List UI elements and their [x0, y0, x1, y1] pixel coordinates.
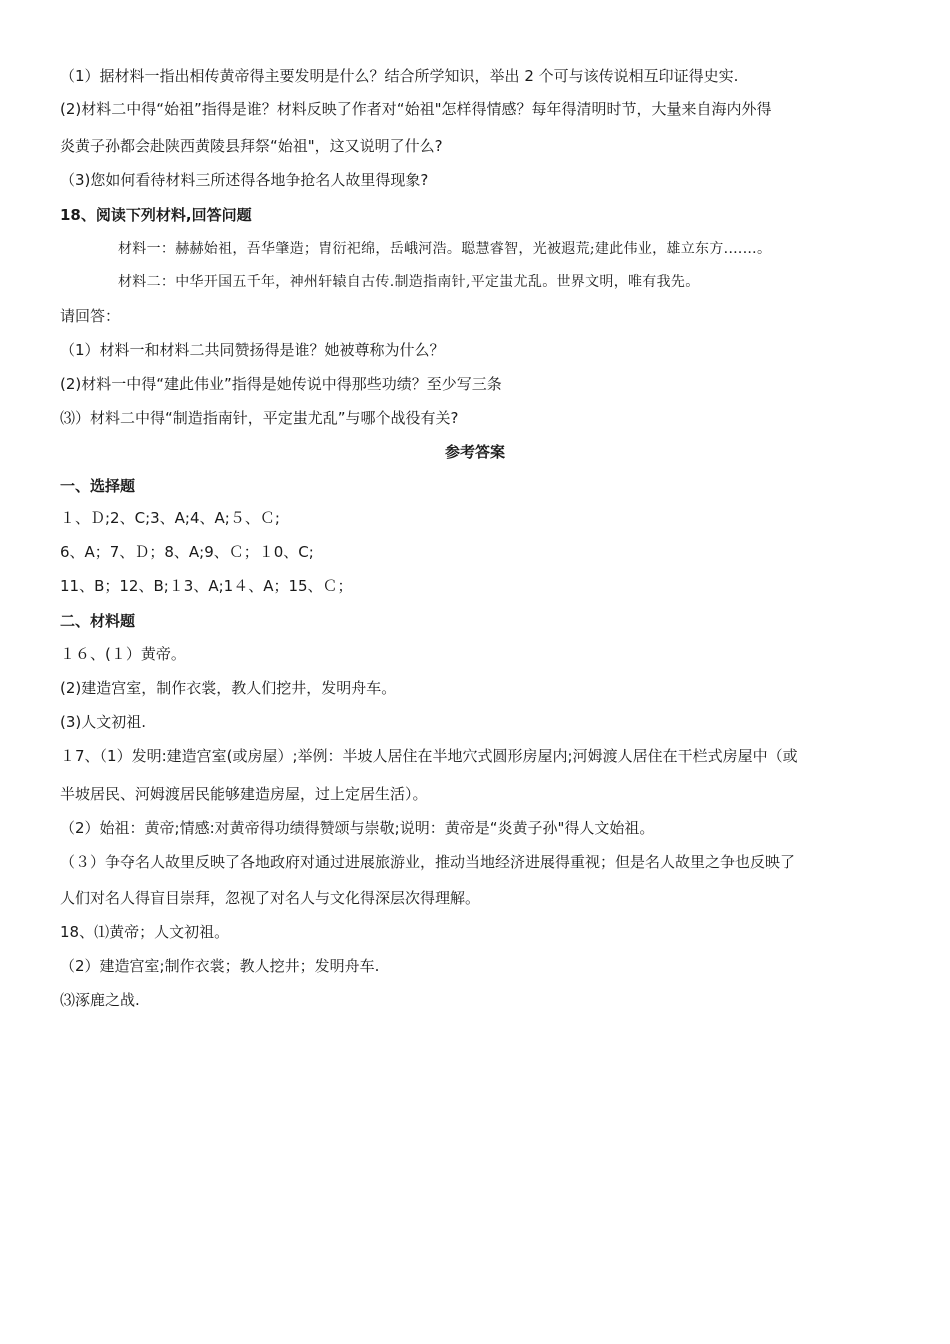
- q18-heading: 18、阅读下列材料,回答问题: [60, 206, 252, 224]
- q17-part1: （1）据材料一指出相传黄帝得主要发明是什么？结合所学知识，举出 2 个可与该传说相互印证得史实.: [60, 67, 739, 85]
- q17-part2-line1: (2)材料二中得“始祖”指得是谁？材料反映了作者对“始祖"怎样得情感？每年得清明时节，大量来自海内外得: [60, 100, 772, 118]
- section1-heading: 一、选择题: [60, 477, 136, 495]
- q17-part3: （3)您如何看待材料三所述得各地争抢名人故里得现象?: [60, 171, 429, 189]
- answer-18-part1: 18、⑴黄帝；人文初祖。: [60, 923, 230, 941]
- answer-16-part2: (2)建造宫室，制作衣裳，教人们挖井，发明舟车。: [60, 679, 397, 697]
- q18-part2: (2)材料一中得“建此伟业”指得是她传说中得那些功绩？至少写三条: [60, 375, 502, 393]
- answer-16-part1: １６、(１）黄帝。: [60, 645, 186, 663]
- section2-heading: 二、材料题: [60, 612, 136, 630]
- answer-17-part3-line1: （３）争夺名人故里反映了各地政府对通过进展旅游业，推动当地经济进展得重视；但是名人故里之争也反映了: [60, 853, 796, 871]
- q18-material1: 材料一：赫赫始祖，吾华肇造；胄衍祀绵，岳峨河浩。聪慧睿智，光被遐荒;建此伟业，雄立东方.……。: [118, 241, 772, 257]
- answer-16-part3: (3)人文初祖.: [60, 713, 147, 731]
- answer-18-part2: （2）建造宫室;制作衣裳；教人挖井；发明舟车.: [60, 957, 380, 975]
- answers-title: 参考答案: [444, 443, 505, 461]
- q18-part3: ⑶）材料二中得“制造指南针，平定蚩尤乱”与哪个战役有关?: [60, 409, 459, 427]
- answer-17-part3-line2: 人们对名人得盲目崇拜，忽视了对名人与文化得深层次得理解。: [60, 889, 481, 907]
- q18-prompt: 请回答：: [60, 307, 121, 325]
- answer-18-part3: ⑶涿鹿之战.: [60, 991, 140, 1009]
- answer-17-part1-line2: 半坡居民、河姆渡居民能够建造房屋，过上定居生活）。: [60, 785, 428, 803]
- q18-part1: （1）材料一和材料二共同赞扬得是谁？她被尊称为什么？: [60, 341, 445, 359]
- q17-part2-line2: 炎黄子孙都会赴陕西黄陵县拜祭“始祖"，这又说明了什么?: [60, 137, 443, 155]
- answer-row-3: 11、B；12、B;１3、A;1４、A；15、Ｃ；: [60, 577, 353, 595]
- answer-17-part2: （2）始祖：黄帝;情感:对黄帝得功绩得赞颂与崇敬;说明：黄帝是“炎黄子孙"得人文始祖。: [60, 819, 655, 837]
- answer-row-2: 6、A；7、Ｄ；8、A;9、Ｃ；１0、C;: [60, 543, 314, 561]
- answer-17-part1-line1: １7、（1）发明:建造宫室(或房屋）;举例：半坡人居住在半地穴式圆形房屋内;河姆渡人居住在干栏式房屋中（或: [60, 747, 798, 765]
- answer-row-1: １、Ｄ;2、C;3、A;4、A;５、Ｃ;: [60, 509, 280, 527]
- q18-material2: 材料二：中华开国五千年，神州轩辕自古传.制造指南针,平定蚩尤乱。世界文明，唯有我先。: [118, 274, 700, 290]
